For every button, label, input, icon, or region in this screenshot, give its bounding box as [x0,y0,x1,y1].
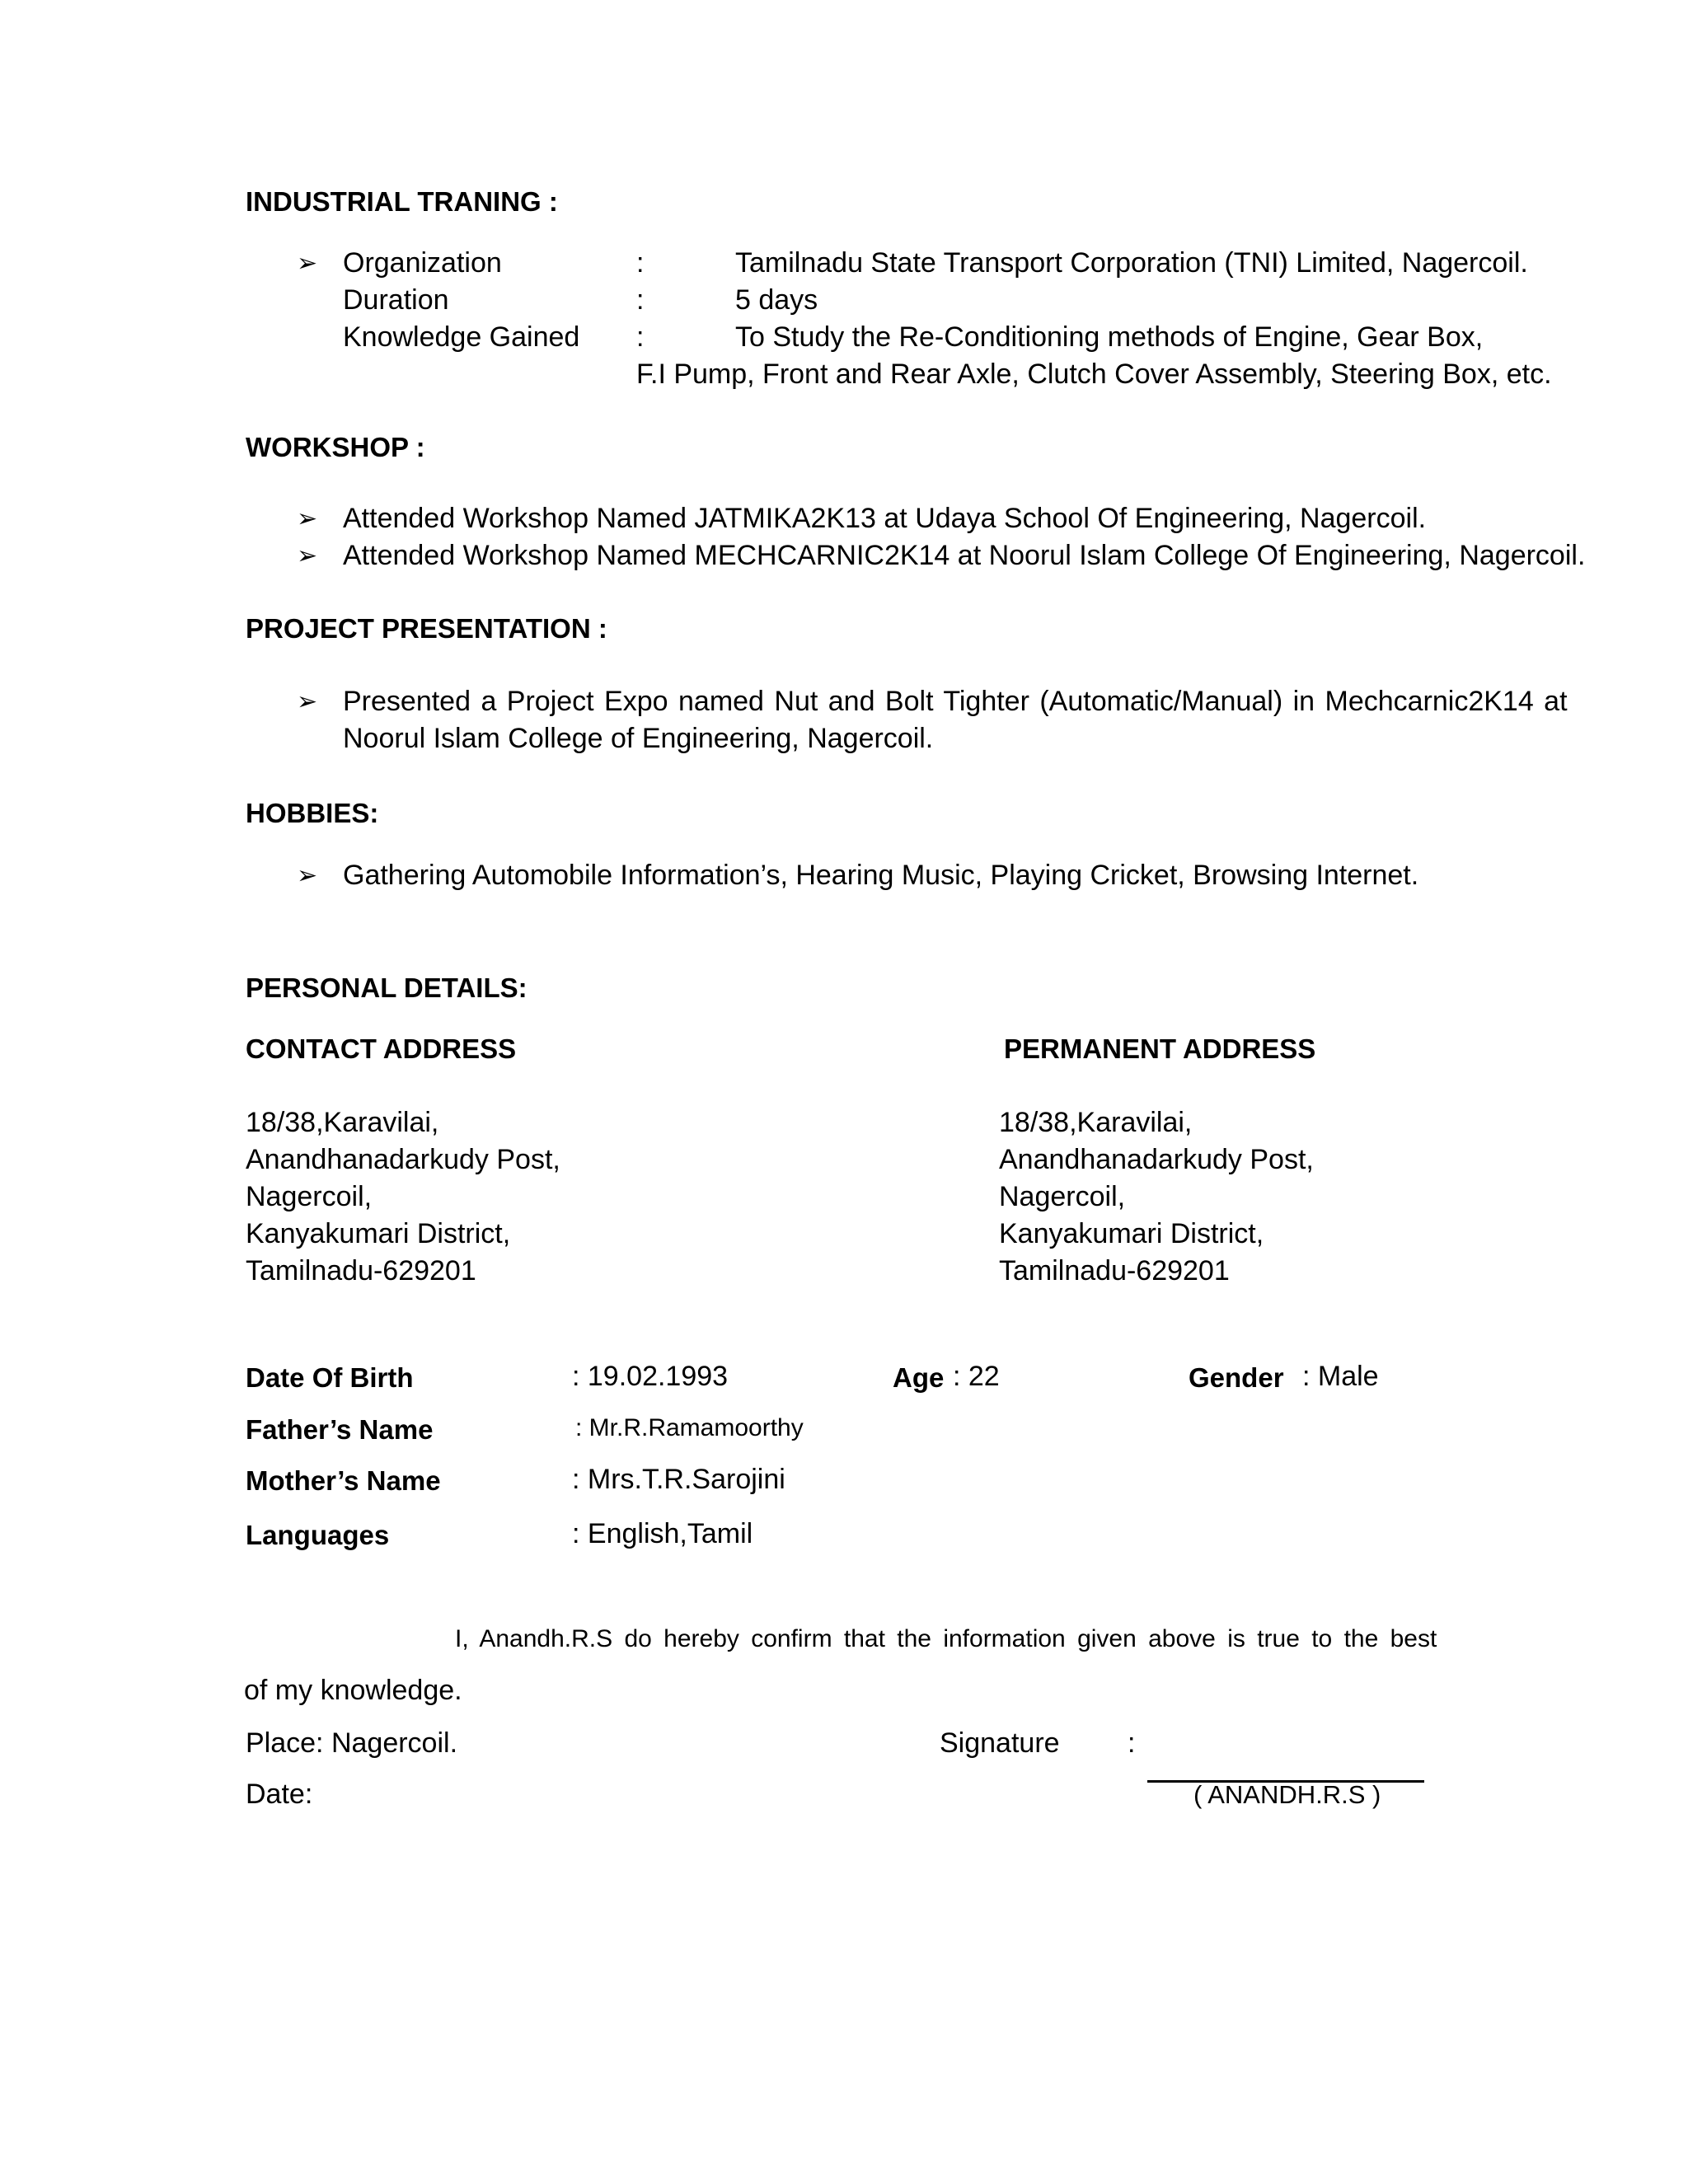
knowledge-gained-label: Knowledge Gained [343,321,580,353]
declaration-line-1: I, Anandh.R.S do hereby confirm that the information given above is true to the best [455,1625,1437,1652]
gender-label: Gender [1189,1362,1284,1393]
bullet-arrow-icon: ➢ [297,542,318,569]
project-line-1: Presented a Project Expo named Nut and Bolt Tighter (Automatic/Manual) in Mechcarnic2K14 at [343,686,1568,717]
contact-address-line: Kanyakumari District, [246,1218,511,1249]
duration-value: 5 days [735,284,818,316]
organization-label: Organization [343,247,502,279]
workshop-item: Attended Workshop Named MECHCARNIC2K14 at Noorul Islam College Of Engineering, Nagercoil. [343,540,1586,571]
permanent-address-line: Tamilnadu-629201 [999,1255,1230,1286]
duration-label: Duration [343,284,449,316]
contact-address-line: Nagercoil, [246,1181,373,1212]
duration-separator: : [636,284,645,316]
father-name-label: Father’s Name [246,1414,434,1445]
languages-label: Languages [246,1520,390,1550]
permanent-address-line: 18/38,Karavilai, [999,1107,1193,1138]
hobbies-text: Gathering Automobile Information’s, Hearing Music, Playing Cricket, Browsing Internet. [343,860,1419,891]
contact-address-line: 18/38,Karavilai, [246,1107,439,1138]
contact-address-heading: CONTACT ADDRESS [246,1033,517,1064]
permanent-address-line: Kanyakumari District, [999,1218,1264,1249]
signature-label: Signature [940,1727,1060,1759]
date-text: Date: [246,1779,313,1810]
permanent-address-heading: PERMANENT ADDRESS [1004,1033,1316,1064]
signature-separator: : [1128,1727,1136,1759]
bullet-arrow-icon: ➢ [297,862,318,889]
organization-separator: : [636,247,645,279]
permanent-address-line: Anandhanadarkudy Post, [999,1144,1314,1175]
age-value: : 22 [953,1361,1000,1392]
knowledge-gained-continuation: F.I Pump, Front and Rear Axle, Clutch Cover Assembly, Steering Box, etc. [636,359,1552,390]
dob-value: : 19.02.1993 [572,1361,729,1392]
project-line-2: Noorul Islam College of Engineering, Nagercoil. [343,723,934,754]
bullet-arrow-icon: ➢ [297,505,318,532]
signatory-name: ( ANANDH.R.S ) [1193,1780,1381,1809]
place-text: Place: Nagercoil. [246,1727,458,1759]
permanent-address-line: Nagercoil, [999,1181,1126,1212]
personal-details-heading: PERSONAL DETAILS: [246,972,528,1003]
organization-value: Tamilnadu State Transport Corporation (TNI) Limited, Nagercoil. [735,247,1528,279]
father-name-value: : Mr.R.Ramamoorthy [575,1414,804,1441]
declaration-line-2: of my knowledge. [244,1675,462,1706]
languages-value: : English,Tamil [572,1518,753,1549]
industrial-training-heading: INDUSTRIAL TRANING : [246,186,558,217]
bullet-arrow-icon: ➢ [297,250,318,277]
knowledge-gained-separator: : [636,321,645,353]
bullet-arrow-icon: ➢ [297,688,318,715]
workshop-item: Attended Workshop Named JATMIKA2K13 at Udaya School Of Engineering, Nagercoil. [343,503,1427,534]
hobbies-heading: HOBBIES: [246,798,379,828]
mother-name-label: Mother’s Name [246,1465,441,1496]
age-label: Age [893,1362,945,1393]
mother-name-value: : Mrs.T.R.Sarojini [572,1464,785,1495]
contact-address-line: Tamilnadu-629201 [246,1255,476,1286]
dob-label: Date Of Birth [246,1362,414,1393]
workshop-heading: WORKSHOP : [246,432,425,462]
knowledge-gained-value: To Study the Re-Conditioning methods of Engine, Gear Box, [735,321,1484,353]
project-presentation-heading: PROJECT PRESENTATION : [246,613,607,644]
gender-value: : Male [1302,1361,1379,1392]
contact-address-line: Anandhanadarkudy Post, [246,1144,560,1175]
